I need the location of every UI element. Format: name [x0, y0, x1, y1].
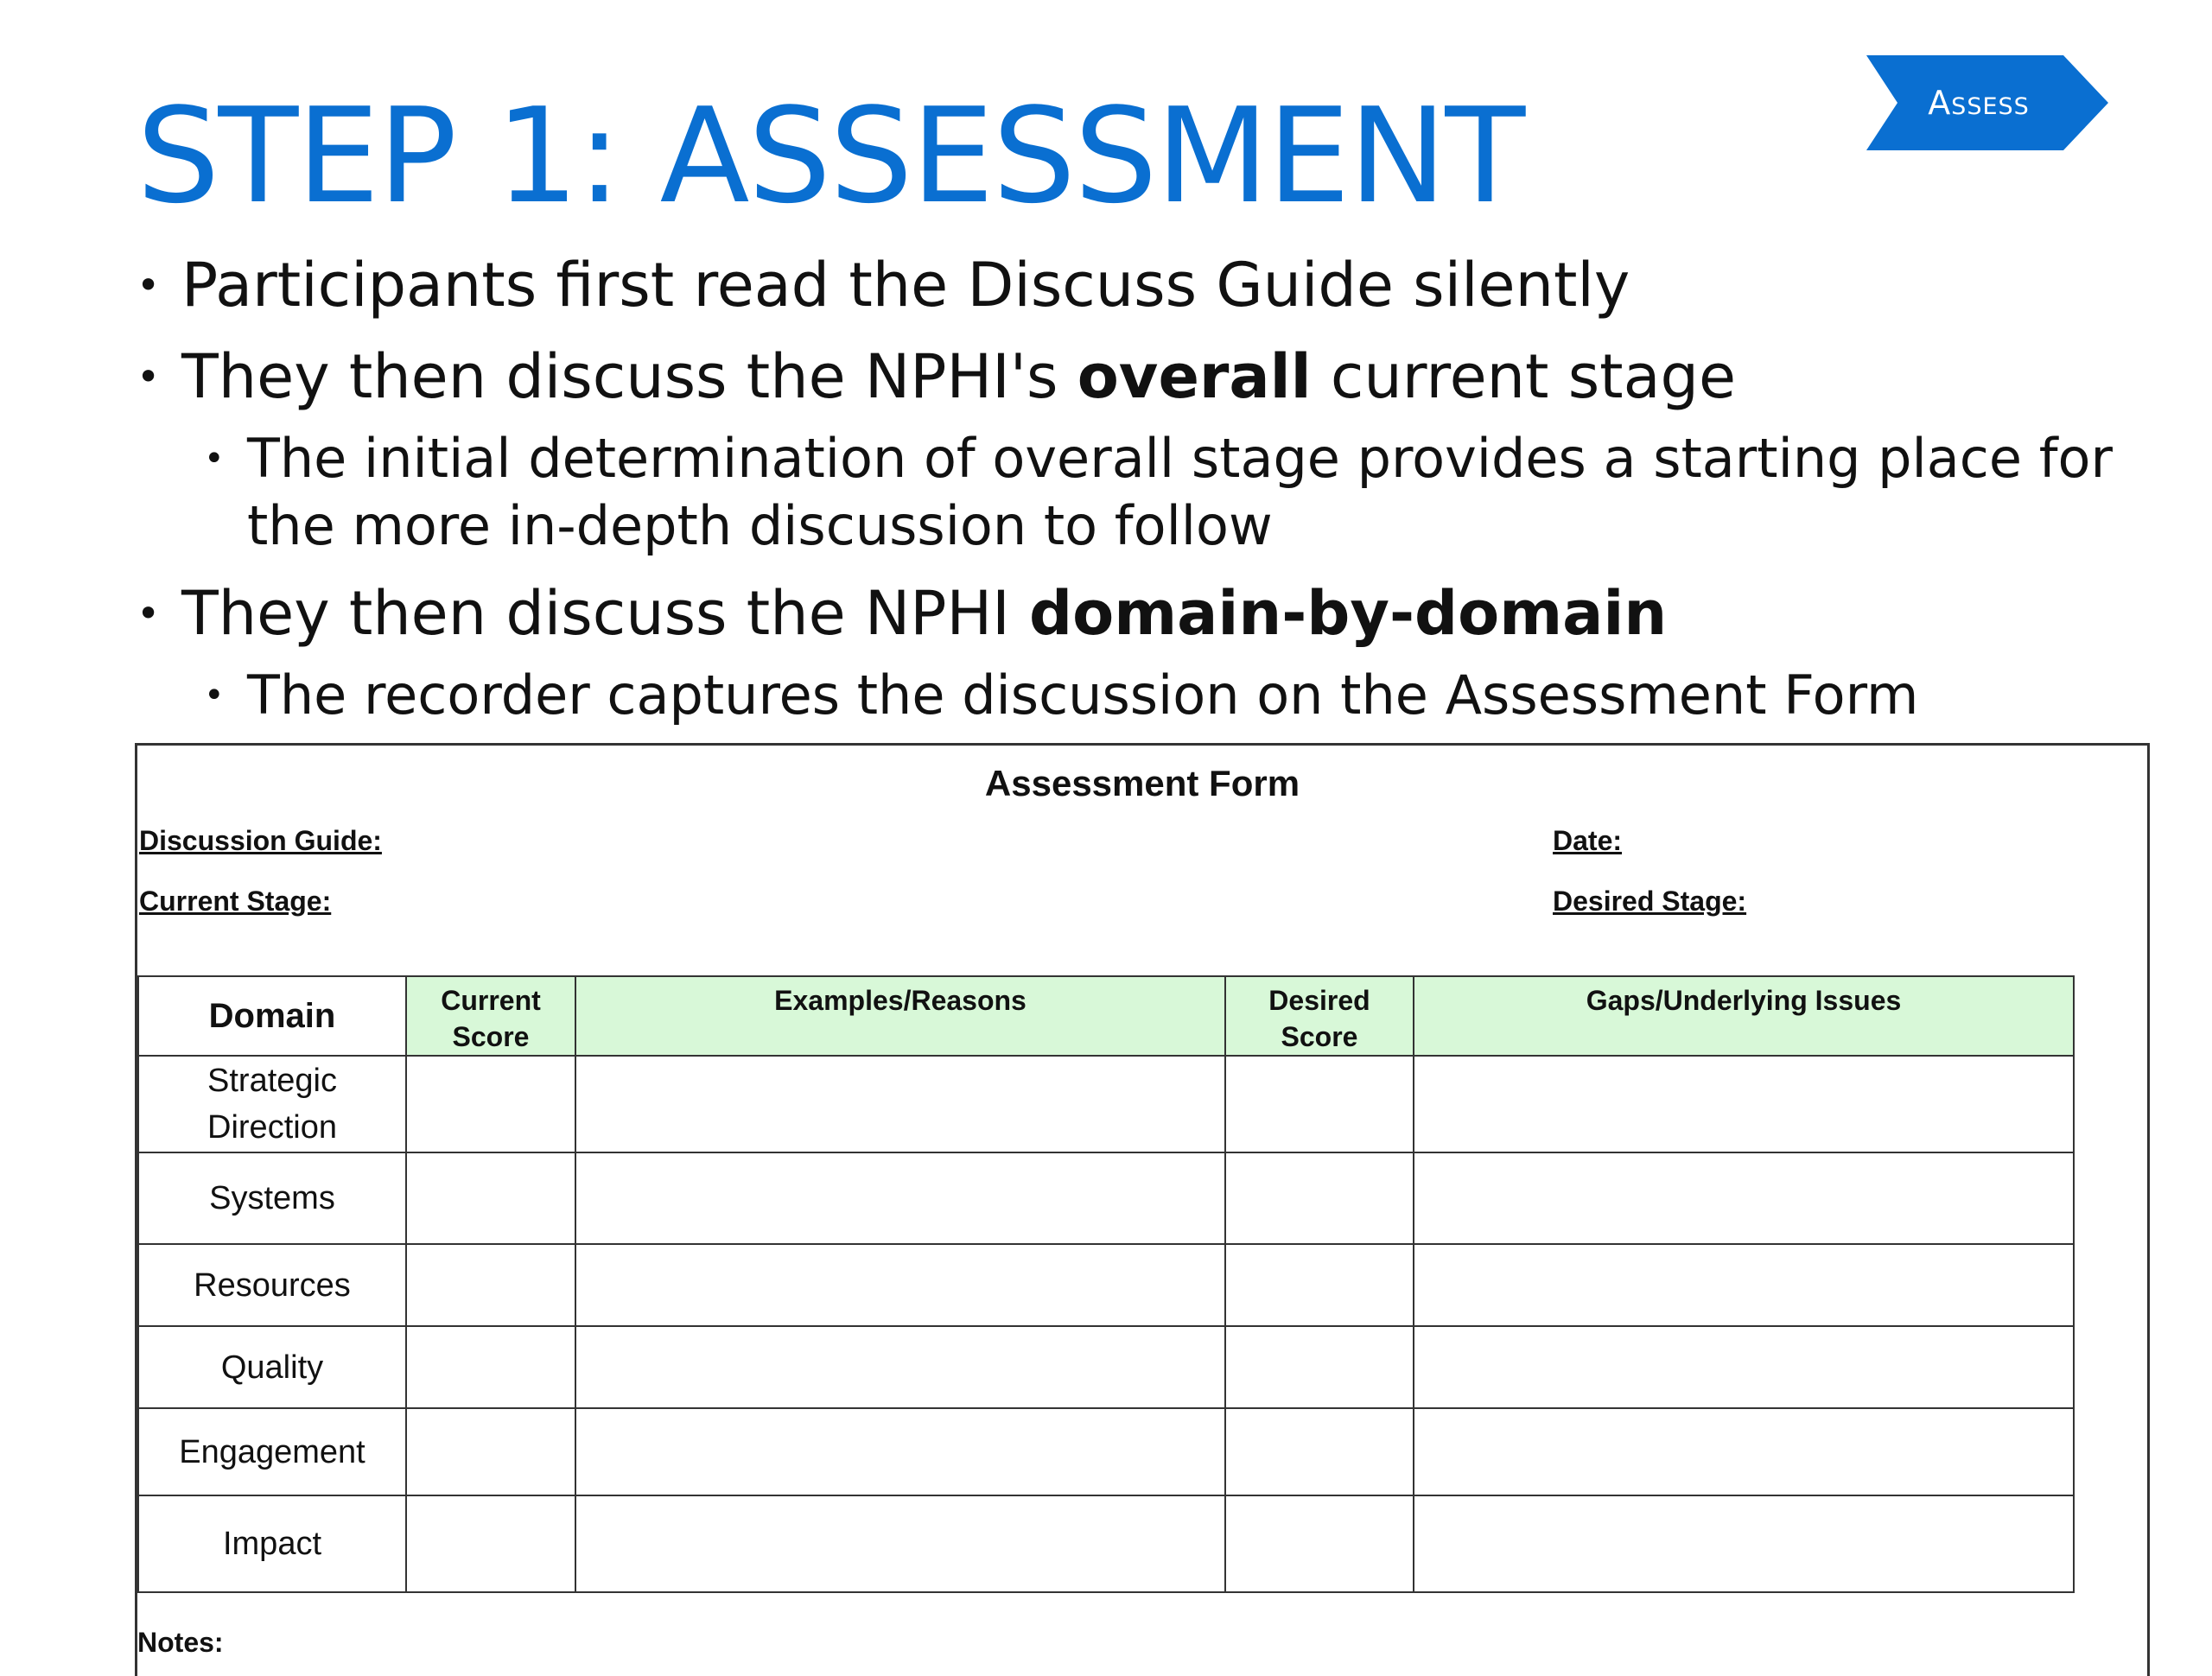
domain-systems: Systems [138, 1152, 406, 1244]
examples-cell[interactable] [575, 1326, 1225, 1408]
column-header-examples: Examples/Reasons [575, 976, 1225, 1056]
sub-bullet-text: • The recorder captures the discussion on the Assessment Form [247, 663, 1919, 727]
header-line: Score [452, 1021, 530, 1052]
table-header-row [138, 976, 2074, 1056]
bullet-list [130, 242, 2203, 740]
desired-score-cell[interactable] [1225, 1056, 1414, 1152]
bullet-domain-by-domain [130, 570, 2203, 657]
current-score-cell[interactable] [406, 1244, 575, 1326]
desired-score-cell[interactable] [1225, 1408, 1414, 1495]
current-stage-field: Current Stage: [139, 886, 332, 917]
assess-step-badge [1866, 55, 2108, 150]
bullet-emphasis: domain-by-domain [1029, 578, 1668, 649]
table-row [138, 1244, 2074, 1326]
desired-score-cell[interactable] [1225, 1152, 1414, 1244]
desired-score-cell[interactable] [1225, 1244, 1414, 1326]
header-line: Desired [1268, 985, 1370, 1016]
column-header-domain: Domain [138, 976, 406, 1056]
bullet-read-guide [130, 242, 2203, 328]
domain-engagement: Engagement [138, 1408, 406, 1495]
gaps-cell[interactable] [1414, 1056, 2074, 1152]
column-header-desired-score [1225, 976, 1414, 1056]
current-score-cell[interactable] [406, 1408, 575, 1495]
examples-cell[interactable] [575, 1495, 1225, 1592]
gaps-cell[interactable] [1414, 1495, 2074, 1592]
examples-cell[interactable] [575, 1152, 1225, 1244]
assessment-form [135, 743, 2150, 1676]
domain-strategic-direction [138, 1056, 406, 1152]
column-header-gaps: Gaps/Underlying Issues [1414, 976, 2074, 1056]
assess-badge-label: Assess [1928, 84, 2030, 122]
table-row [138, 1152, 2074, 1244]
table-row [138, 1495, 2074, 1592]
desired-stage-field: Desired Stage: [1553, 886, 1747, 917]
domain-impact: Impact [138, 1495, 406, 1592]
discussion-guide-field: Discussion Guide: [139, 825, 382, 856]
header-line: Score [1281, 1021, 1358, 1052]
column-header-current-score [406, 976, 575, 1056]
desired-score-cell[interactable] [1225, 1495, 1414, 1592]
bullet-text: They then discuss the NPHI [181, 578, 1029, 649]
table-row [138, 1056, 2074, 1152]
gaps-cell[interactable] [1414, 1326, 2074, 1408]
examples-cell[interactable] [575, 1408, 1225, 1495]
current-score-cell[interactable] [406, 1326, 575, 1408]
domain-resources: Resources [138, 1244, 406, 1326]
sub-bullet-text: • The initial determination of overall stage provides a starting place for the more in-depth discussion to follow [247, 427, 2113, 557]
desired-score-cell[interactable] [1225, 1326, 1414, 1408]
slide-title: STEP 1: ASSESSMENT [137, 79, 1524, 232]
gaps-cell[interactable] [1414, 1244, 2074, 1326]
bullet-text: Participants first read the Discuss Guide silently [181, 250, 1630, 321]
bullet-text: current stage [1311, 341, 1737, 412]
assessment-table [137, 975, 2075, 1593]
date-field: Date: [1553, 825, 1623, 856]
domain-line: Direction [207, 1109, 337, 1146]
current-score-cell[interactable] [406, 1495, 575, 1592]
notes-label: Notes: [137, 1627, 224, 1658]
header-line: Current [441, 985, 541, 1016]
examples-cell[interactable] [575, 1056, 1225, 1152]
form-title: Assessment Form [984, 763, 1300, 803]
gaps-cell[interactable] [1414, 1152, 2074, 1244]
bullet-emphasis: overall [1077, 341, 1312, 412]
domain-line: Strategic [207, 1063, 337, 1099]
bullet-overall-stage [130, 333, 2203, 420]
current-score-cell[interactable] [406, 1152, 575, 1244]
bullet-text: They then discuss the NPHI's [181, 341, 1077, 412]
sub-bullet-recorder [247, 662, 2203, 729]
domain-quality: Quality [138, 1326, 406, 1408]
sub-bullet-initial-determination [247, 425, 2203, 560]
table-row [138, 1326, 2074, 1408]
examples-cell[interactable] [575, 1244, 1225, 1326]
current-score-cell[interactable] [406, 1056, 575, 1152]
table-row [138, 1408, 2074, 1495]
gaps-cell[interactable] [1414, 1408, 2074, 1495]
